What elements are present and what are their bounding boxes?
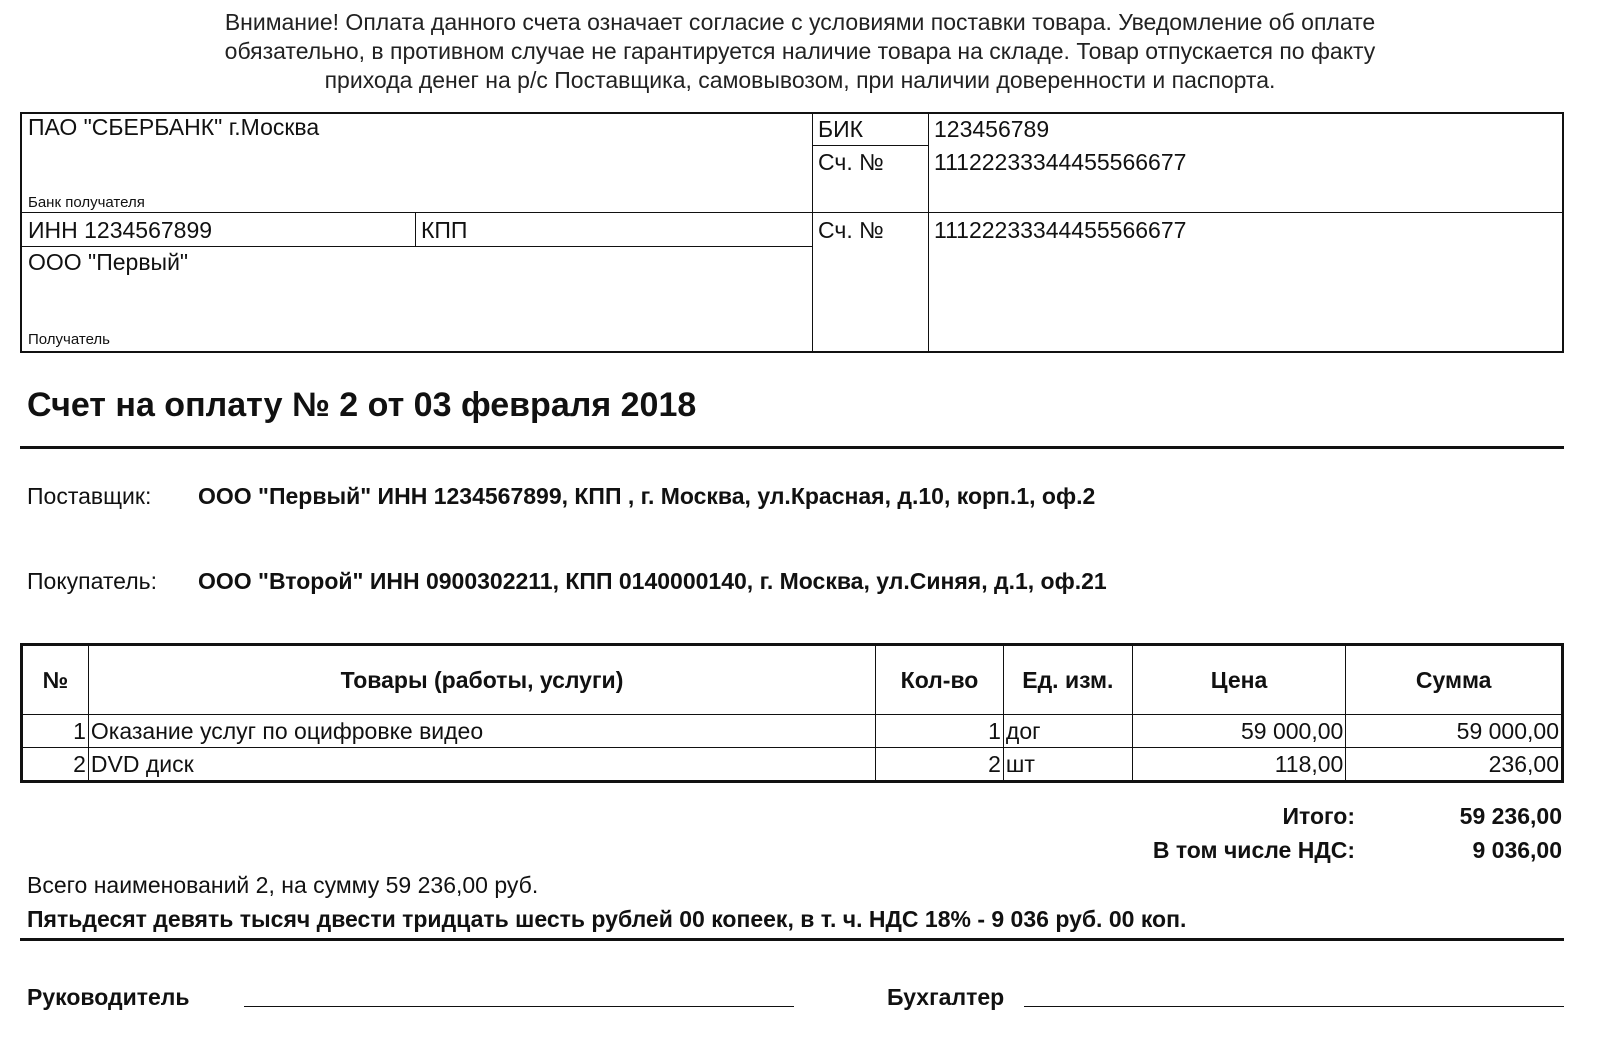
inn-field: ИНН 1234567899 xyxy=(28,217,213,243)
row-goods: Оказание услуг по оцифровке видео xyxy=(88,715,875,748)
total-label: Итого: xyxy=(1282,803,1355,829)
header-unit: Ед. изм. xyxy=(1003,645,1132,715)
bank-caption: Банк получателя xyxy=(28,194,145,211)
divider-vertical-2 xyxy=(928,114,929,351)
table-row xyxy=(22,715,1563,748)
account-label: Сч. № xyxy=(818,217,884,243)
items-table xyxy=(20,643,1564,783)
supplier-label: Поставщик: xyxy=(27,483,152,509)
kpp-field: КПП xyxy=(421,217,468,243)
row-goods: DVD диск xyxy=(88,748,875,782)
header-qty: Кол-во xyxy=(876,645,1004,715)
director-signature-line xyxy=(244,1006,794,1007)
row-num: 1 xyxy=(22,715,89,748)
invoice-title: Счет на оплату № 2 от 03 февраля 2018 xyxy=(27,386,697,424)
title-underline xyxy=(20,446,1564,449)
amount-in-words: Пятьдесят девять тысяч двести тридцать шесть рублей 00 копеек, в т. ч. НДС 18% - 9 036 руб. 00 коп. xyxy=(27,906,1187,932)
notice-line-1: Внимание! Оплата данного счета означает согласие с условиями поставки товара. Уведомление об оплате xyxy=(224,9,1376,35)
row-unit: шт xyxy=(1003,748,1132,782)
table-header-row xyxy=(22,645,1563,715)
bik-label: БИК xyxy=(818,116,864,142)
row-sum: 59 000,00 xyxy=(1346,715,1563,748)
bank-details-block xyxy=(20,112,1564,353)
payment-notice xyxy=(160,8,1440,95)
header-price: Цена xyxy=(1132,645,1346,715)
bik-value: 123456789 xyxy=(934,116,1050,142)
accountant-label: Бухгалтер xyxy=(887,984,1005,1010)
divider-vertical-1 xyxy=(812,114,813,351)
row-qty: 2 xyxy=(876,748,1004,782)
divider-inn-kpp xyxy=(415,212,416,246)
vat-label: В том числе НДС: xyxy=(1152,837,1355,863)
notice-line-3: прихода денег на р/с Поставщика, самовывозом, при наличии доверенности и паспорта. xyxy=(324,67,1276,93)
corr-account-value: 11122233344455566677 xyxy=(934,149,1187,175)
vat-value: 9 036,00 xyxy=(1472,837,1562,863)
buyer-label: Покупатель: xyxy=(27,568,157,594)
divider-inn-row xyxy=(22,246,812,247)
row-unit: дог xyxy=(1003,715,1132,748)
items-count-summary: Всего наименований 2, на сумму 59 236,00 руб. xyxy=(27,872,539,898)
director-label: Руководитель xyxy=(27,984,190,1010)
row-price: 59 000,00 xyxy=(1132,715,1346,748)
account-value: 11122233344455566677 xyxy=(934,217,1187,243)
header-goods: Товары (работы, услуги) xyxy=(88,645,875,715)
bank-name: ПАО "СБЕРБАНК" г.Москва xyxy=(28,114,320,140)
notice-line-2: обязательно, в противном случае не гарантируется наличие товара на складе. Товар отпускается по факту xyxy=(224,38,1376,64)
header-num: № xyxy=(22,645,89,715)
table-row xyxy=(22,748,1563,782)
recipient-name: ООО "Первый" xyxy=(28,249,189,275)
summary-underline xyxy=(20,938,1564,941)
header-sum: Сумма xyxy=(1346,645,1563,715)
divider-horizontal-main xyxy=(22,212,1562,213)
divider-bik xyxy=(812,145,928,146)
row-price: 118,00 xyxy=(1132,748,1346,782)
row-sum: 236,00 xyxy=(1346,748,1563,782)
supplier-value: ООО "Первый" ИНН 1234567899, КПП , г. Москва, ул.Красная, д.10, корп.1, оф.2 xyxy=(198,483,1096,509)
recipient-caption: Получатель xyxy=(28,331,110,348)
buyer-value: ООО "Второй" ИНН 0900302211, КПП 0140000140, г. Москва, ул.Синяя, д.1, оф.21 xyxy=(198,568,1107,594)
row-num: 2 xyxy=(22,748,89,782)
row-qty: 1 xyxy=(876,715,1004,748)
total-value: 59 236,00 xyxy=(1459,803,1562,829)
accountant-signature-line xyxy=(1024,1006,1564,1007)
corr-account-label: Сч. № xyxy=(818,149,884,175)
